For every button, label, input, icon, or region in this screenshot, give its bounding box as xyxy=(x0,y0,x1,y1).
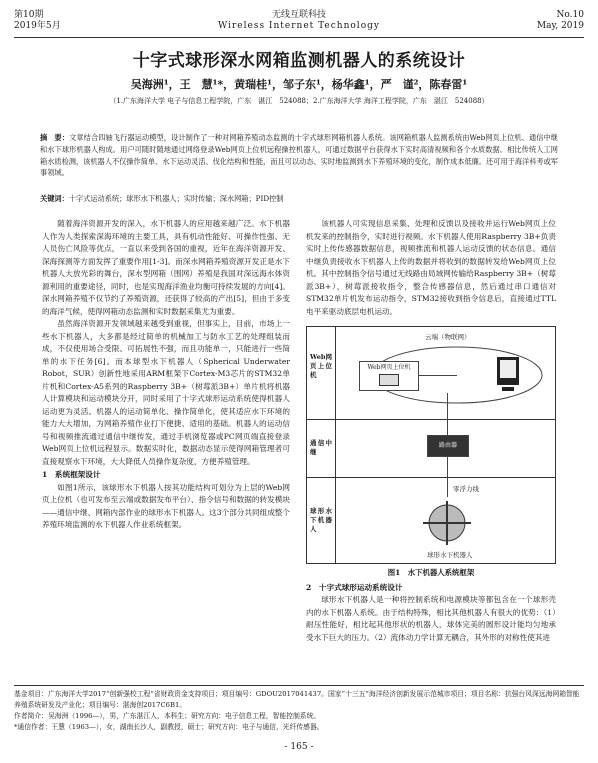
tether-label: 零浮力线 xyxy=(453,485,479,493)
right-column xyxy=(306,218,556,644)
figure-divider-2 xyxy=(307,477,555,478)
robot-icon xyxy=(417,499,477,549)
figure-caption: 图1 水下机器人系统框架 xyxy=(387,568,475,577)
laptop-icon xyxy=(379,374,399,386)
issue-number: 第10期 xyxy=(14,10,44,20)
affiliation: （1.广东海洋大学 电子与信息工程学院，广东 湛江 524088；2.广东海洋大学 海洋工程学院，广东 湛江 524088） xyxy=(109,97,489,105)
footnote-author: 作者简介：吴海洲（1996—），男，广东湛江人，本科生；研究方向：电子信息工程，智能控制系统。 xyxy=(14,712,321,720)
footnotes xyxy=(14,685,584,733)
section-heading-2: 2 十字式球形运动系统设计 xyxy=(306,582,403,592)
cloud-label: 云端（物联网） xyxy=(425,333,471,341)
journal-name-cn: 无线互联科技 xyxy=(271,10,326,20)
footnote-fund: 基金项目：广东海洋大学2017“创新强校工程”省财政资金支持项目；项目编号：GDOU2017041437。国家“十三五”海洋经济创新发展示范城市项目；项目名称：抗强台风深远海网箱智能养殖系统研发及产业化；项目编号：湛海创2017C6B1。 xyxy=(14,690,580,709)
system-paragraph: 该机器人可实现信息采集、处理和反馈以及接收并运行Web网页上位机发来的控制指令，实时进行视频。水下机器人使用Raspberry 3B+负责实时上传传感器数据信息，视频推流和机器人运动反馈的状态信息。通信中继负责接收水下机器人上传的数据并将收到的数据转发给Web网页上位机。其中控制指令信号通过无线路由局域网传输给Raspberry 3B+（树莓派3B+），树莓派接收指令，整合传感器信息，然后通过串口通信对STM32单片机发布运动指令，STM32接收到指令信息后，直接通过TTL电平来驱动底层电机运动。 xyxy=(306,219,556,316)
section2-paragraph: 球形水下机器人是一种将控制系统和电源模块等都包含在一个球形壳内的水下机器人系统。由于结构特殊，相比其他机器人有很大的优势：（1）耐压性能好，相比起其他形状的机器人，球体完美的圆形设计能均匀地承受水下巨大的压力。（2）流体动力学计算无耦合，其外形的对称性使其进 xyxy=(306,595,556,642)
row-label-web: Web网页上位机 xyxy=(310,353,332,379)
header-center xyxy=(14,10,584,32)
row-label-robot: 球形水下机器人 xyxy=(310,507,332,533)
journal-name-en: Wireless Internet Technology xyxy=(218,21,380,31)
web-host-box xyxy=(359,361,419,391)
figure-divider-1 xyxy=(307,419,555,420)
system-framework-figure xyxy=(306,326,556,564)
figure-divider-vertical xyxy=(335,327,336,563)
abstract-text: 文章结合四轴飞行器运动模型，设计制作了一种对网箱养殖动态监测的十字式球形网箱机器人系统。该网箱机器人监测系统由Web网页上位机、通信中继和水下球形机器人构成。用户可随时随地通过网络登录Web网页上位机远程操控机器人，可通过数据平台获得水下实时高清视频和各个水质数据。相比传统人工网箱水质检测，该机器人不仅操作简单、水下运动灵活、伐化结构和性能，而且可以动态、实时地监测到水下养殖环境的变化，制作成本低廉。还可用于海洋科考或军事领域。 xyxy=(40,133,558,178)
row-label-relay: 通信中继 xyxy=(310,439,332,456)
keywords-label: 关键词： xyxy=(40,194,69,203)
abstract xyxy=(40,132,558,179)
issue-date-en: May, 2019 xyxy=(536,21,584,31)
page-number: - 165 - xyxy=(284,742,314,752)
link-line-2 xyxy=(447,393,448,435)
section-heading-1: 1 系统框架设计 xyxy=(42,470,101,479)
link-line-1 xyxy=(419,375,457,376)
header-right xyxy=(537,10,584,32)
intro-paragraph-1: 随着海洋资源开发的深入，水下机器人的应用越来越广泛。水下机器人作为人类探索深海环境的主要工具，具有机动性能好、可操作性强、无人员伤亡风险等优点，一直以来受到各国的重视，近年在海洋资源开发、深海探测等方面发挥了重要作用[1-3]。而深水网箱养殖资源开发正是水下机器人大放光彩的舞台，深水型网箱（围网）养殖是我国对深远海水体资源利用的重要途径，同时，也是实现海洋渔业均衡可持续发展的方向[4]。深水网箱养殖不仅节约了养殖资源，还获得了较高的产出[5]，但由于多变的海洋气候，使得网箱动态监测和实时数据采集尤为重要。 xyxy=(42,219,290,316)
issue-date: 2019年5月 xyxy=(14,21,61,31)
tether-line xyxy=(447,457,448,497)
issue-number-en: No.10 xyxy=(556,10,584,20)
router-label: 路由器 xyxy=(438,442,457,449)
page-header xyxy=(14,10,584,38)
left-column xyxy=(42,218,290,532)
intro-paragraph-2: 虽然海洋资源开发领域越来越受到重视，但事实上，目前，市场上一些水下机器人，大多都是经过简单的机械加工与防水工艺的处理组装而成，不仅使用场合受限、可拓展性不强，而且功能单一，只能进行一些简单的水下任务[6]。而本球型水下机器人（Spherical Underwater Robot，SUR）创新性地采用ARM框架下Cortex-M3芯片的STM32单片机和Cortex-A5系列的Raspberry 3B+（树莓派3B+）单片机将机器人计算模块和运动模块分开，同时采用了十字式球形运动系统使得机器人运动更为灵活。机器人的运动简单化、操作简单化，使其适应水下环境的能力大大增加，为网箱养殖作业打下便捷、适用的基础。机器人的运动信号和视频推流通过通信中继传发，通过手机浏览器或PC网页端直接登录Web网页上位机远程显示。数据实时化，数据动态显示使得网箱管理者可直接观察水下环境，大大降低人员操作复杂度，方便养殖管理。 xyxy=(42,319,290,466)
abstract-label: 摘 要： xyxy=(40,133,70,142)
section1-paragraph: 如图1所示，该球形水下机器人按其功能结构可划分为上层的Web网页上位机（也可发布至云端或数据发布平台）、指令信号和数据的转发模块——通信中继、网箱内部作业的球形水下机器人。这3个部分共同组成整个养殖环境监测的水下机器人作业系统框架。 xyxy=(42,482,290,529)
keywords xyxy=(40,193,558,204)
robot-label: 球形水下机器人 xyxy=(427,551,473,559)
router-box xyxy=(427,435,469,457)
paper-title: 十字式球形深水网箱监测机器人的系统设计 xyxy=(132,51,466,71)
web-host-label: Web网页上位机 xyxy=(367,364,411,371)
keywords-text: 十字式运动系统；球形水下机器人；实时传输；深水网箱；PID控制 xyxy=(68,194,284,203)
author-list: 吴海洲¹，王 慧¹*，黄瑞桂¹，邹子东¹，杨华鑫¹，严 谨²，陈春雷¹ xyxy=(130,78,468,91)
footnote-corresponding: *通信作者：王慧（1963—），女，湖南长沙人，副教授，硕士；研究方向：电子与通信，光纤传感器。 xyxy=(14,723,324,731)
